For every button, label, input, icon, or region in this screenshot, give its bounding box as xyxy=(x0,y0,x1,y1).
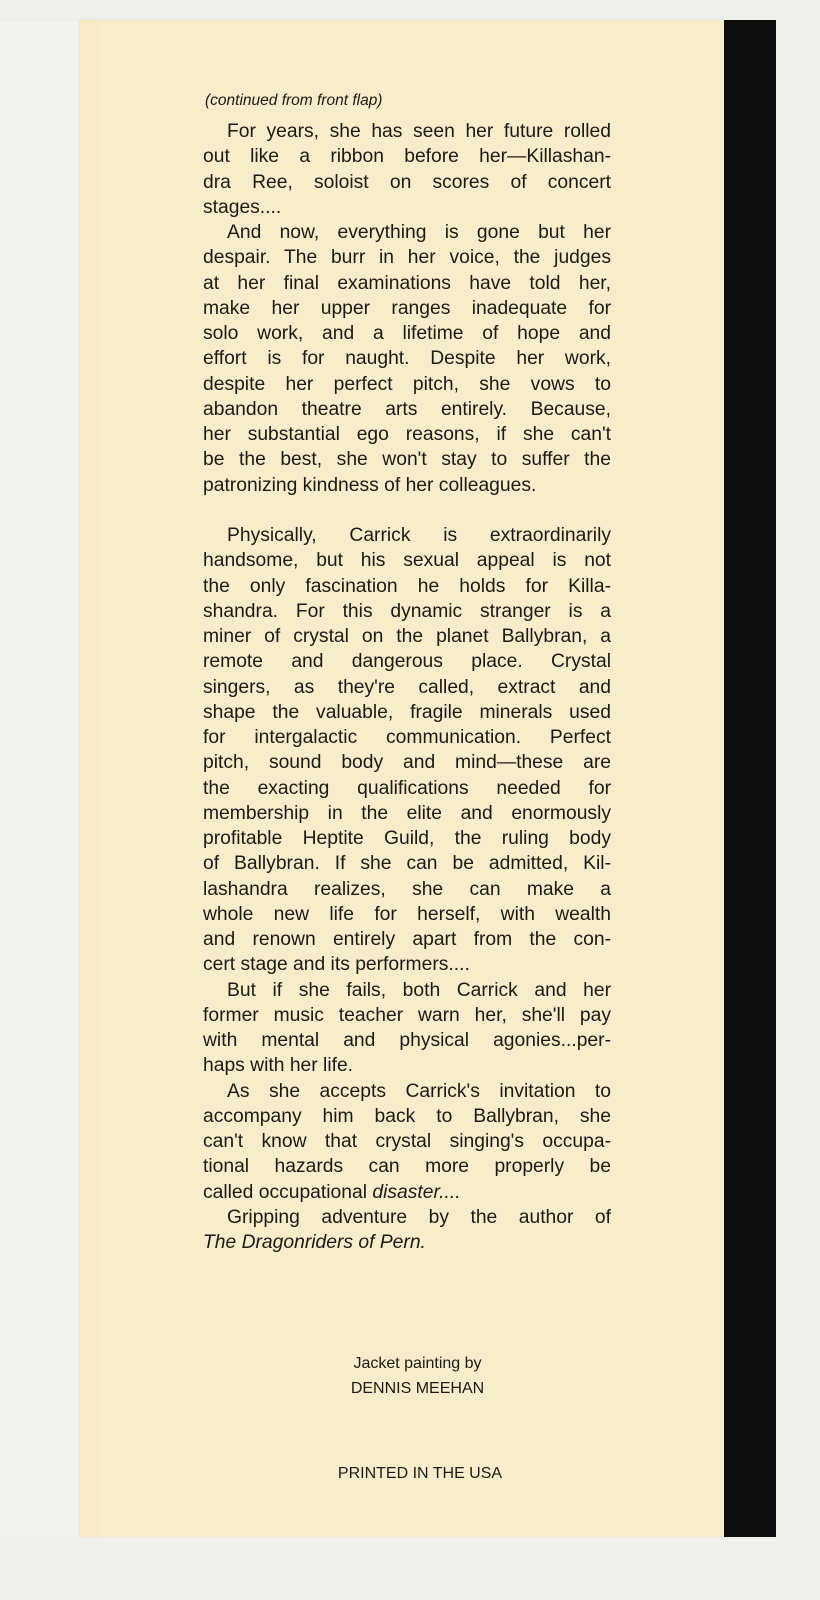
text-line: lashandra realizes, she can make a xyxy=(203,878,611,900)
text-line: and renown entirely apart from the con- xyxy=(203,929,611,950)
continued-note: (continued from front flap) xyxy=(205,92,383,109)
jacket-spine-edge xyxy=(724,20,776,1537)
text-line: profitable Heptite Guild, the ruling body xyxy=(203,828,611,849)
text-line: haps with her life. xyxy=(203,1055,354,1077)
credit-artist: DENNIS MEEHAN xyxy=(350,1380,485,1397)
text-line: tional hazards can more properly be xyxy=(203,1156,611,1178)
text-line: dra Ree, soloist on scores of concert xyxy=(203,171,611,193)
text-segment: called occupational xyxy=(203,1181,373,1203)
text-line: Physically, Carrick is extraordinarily xyxy=(227,525,611,546)
text-line: effort is for naught. Despite her work, xyxy=(203,348,611,370)
text-line: with mental and physical agonies...per- xyxy=(203,1030,611,1051)
text-line xyxy=(203,1180,611,1205)
text-line: her substantial ego reasons, if she can't xyxy=(203,424,611,445)
text-line: And now, everything is gone but her xyxy=(227,222,611,243)
italic-text: The Dragonriders of Pern. xyxy=(203,1232,426,1253)
text-line: stages.... xyxy=(203,196,282,218)
text-line: But if she fails, both Carrick and her xyxy=(227,979,611,1001)
paragraph xyxy=(203,1079,611,1205)
text-line: shandra. For this dynamic stranger is a xyxy=(203,600,611,622)
text-line: out like a ribbon before her—Killashan- xyxy=(203,146,611,168)
text-line: handsome, but his sexual appeal is not xyxy=(203,550,611,572)
credit-label: Jacket painting by xyxy=(353,1355,482,1372)
text-line: cert stage and its performers.... xyxy=(203,954,470,976)
paragraph xyxy=(203,119,611,220)
text-line: solo work, and a lifetime of hope and xyxy=(203,323,611,344)
printed-in-note: PRINTED IN THE USA xyxy=(337,1465,503,1482)
text-line: miner of crystal on the planet Ballybran, a xyxy=(203,626,611,647)
text-line: make her upper ranges inadequate for xyxy=(203,297,611,319)
text-line: can't know that crystal singing's occupa- xyxy=(203,1131,611,1152)
text-line xyxy=(203,1230,611,1255)
text-line: singers, as they're called, extract and xyxy=(203,676,611,698)
paragraph xyxy=(203,523,611,978)
text-line: for intergalactic communication. Perfect xyxy=(203,727,611,748)
paragraph xyxy=(203,1205,611,1256)
text-line: former music teacher warn her, she'll pay xyxy=(203,1004,611,1026)
text-line: whole new life for herself, with wealth xyxy=(203,903,611,925)
text-line: membership in the elite and enormously xyxy=(203,802,611,824)
text-line: despite her perfect pitch, she vows to xyxy=(203,373,611,395)
text-line: despair. The burr in her voice, the judges xyxy=(203,247,611,269)
flap-body-text xyxy=(203,119,611,1255)
text-line: the exacting qualifications needed for xyxy=(203,777,611,799)
text-line: For years, she has seen her future rolled xyxy=(227,121,611,142)
text-line: of Ballybran. If she can be admitted, Kil- xyxy=(203,853,611,875)
italic-text: disaster.... xyxy=(372,1181,461,1203)
text-line: accompany him back to Ballybran, she xyxy=(203,1105,611,1127)
text-line: shape the valuable, fragile minerals used xyxy=(203,701,611,723)
text-line: abandon theatre arts entirely. Because, xyxy=(203,398,611,420)
text-line: patronizing kindness of her colleagues. xyxy=(203,474,537,496)
text-line: the only fascination he holds for Killa- xyxy=(203,575,611,597)
text-line: As she accepts Carrick's invitation to xyxy=(227,1080,611,1102)
text-line: pitch, sound body and mind—these are xyxy=(203,752,611,774)
paragraph xyxy=(203,220,611,498)
jacket-credit xyxy=(250,1351,585,1401)
text-line: Gripping adventure by the author of xyxy=(227,1206,611,1228)
text-line: be the best, she won't stay to suffer the xyxy=(203,449,611,471)
text-line: remote and dangerous place. Crystal xyxy=(203,651,611,673)
text-line: at her final examinations have told her, xyxy=(203,272,611,294)
paragraph xyxy=(203,978,611,1079)
